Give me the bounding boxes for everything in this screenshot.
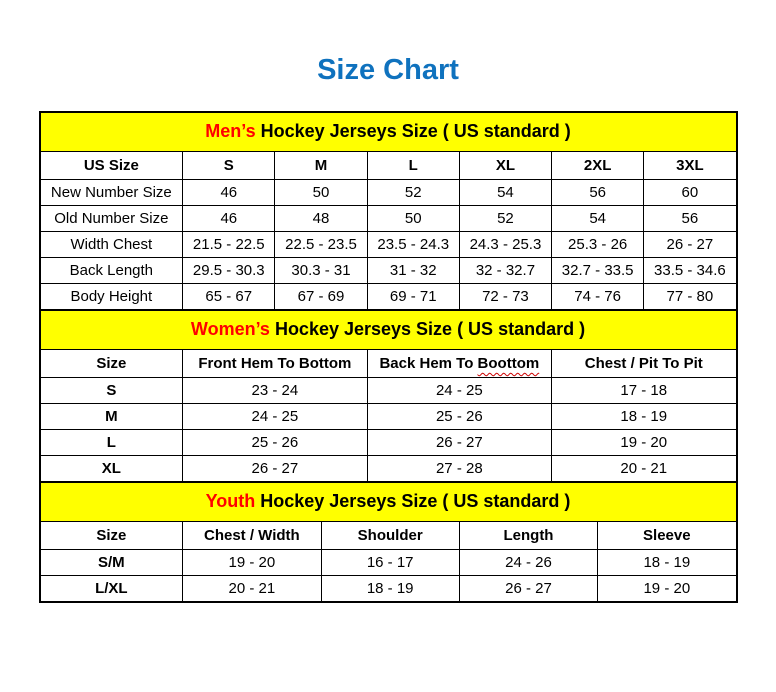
youth-value-cell: 18 - 19 bbox=[598, 550, 736, 576]
mens-value-cell: 25.3 - 26 bbox=[552, 232, 644, 258]
mens-value-cell: 29.5 - 30.3 bbox=[183, 258, 275, 284]
mens-heading-rest: Hockey Jerseys Size ( US standard ) bbox=[255, 121, 571, 141]
mens-value-cell: 46 bbox=[183, 180, 275, 206]
youth-heading-rest: Hockey Jerseys Size ( US standard ) bbox=[255, 491, 571, 511]
mens-row-label: Body Height bbox=[40, 284, 183, 310]
womens-value-cell: 25 - 26 bbox=[367, 404, 551, 430]
youth-section-heading-row bbox=[40, 483, 736, 522]
womens-row-label: XL bbox=[40, 456, 183, 482]
youth-value-cell: 16 - 17 bbox=[321, 550, 459, 576]
youth-value-cell: 18 - 19 bbox=[321, 576, 459, 602]
mens-table-row bbox=[40, 206, 736, 232]
mens-value-cell: 56 bbox=[552, 180, 644, 206]
youth-size-table bbox=[40, 482, 737, 602]
mens-value-cell: 72 - 73 bbox=[459, 284, 551, 310]
size-chart-tables bbox=[39, 111, 738, 603]
youth-column-header: Chest / Width bbox=[183, 522, 321, 550]
mens-column-header: XL bbox=[459, 152, 551, 180]
mens-column-header: 2XL bbox=[552, 152, 644, 180]
mens-size-table bbox=[40, 112, 737, 310]
womens-table-row bbox=[40, 456, 736, 482]
mens-value-cell: 48 bbox=[275, 206, 367, 232]
womens-value-cell: 20 - 21 bbox=[552, 456, 736, 482]
mens-value-cell: 54 bbox=[552, 206, 644, 232]
youth-value-cell: 26 - 27 bbox=[459, 576, 597, 602]
youth-value-cell: 19 - 20 bbox=[183, 550, 321, 576]
womens-row-label: L bbox=[40, 430, 183, 456]
youth-heading-accent: Youth bbox=[205, 491, 256, 511]
womens-column-header: Chest / Pit To Pit bbox=[552, 350, 736, 378]
mens-value-cell: 32.7 - 33.5 bbox=[552, 258, 644, 284]
youth-column-header: Shoulder bbox=[321, 522, 459, 550]
mens-row-label: New Number Size bbox=[40, 180, 183, 206]
youth-header-row bbox=[40, 522, 736, 550]
mens-value-cell: 60 bbox=[644, 180, 736, 206]
womens-heading-accent: Women’s bbox=[190, 319, 270, 339]
mens-column-header: 3XL bbox=[644, 152, 736, 180]
mens-value-cell: 74 - 76 bbox=[552, 284, 644, 310]
mens-value-cell: 69 - 71 bbox=[367, 284, 459, 310]
mens-value-cell: 26 - 27 bbox=[644, 232, 736, 258]
mens-row-label: Back Length bbox=[40, 258, 183, 284]
womens-section-heading-row bbox=[40, 311, 736, 350]
mens-value-cell: 23.5 - 24.3 bbox=[367, 232, 459, 258]
mens-value-cell: 77 - 80 bbox=[644, 284, 736, 310]
page-title: Size Chart bbox=[317, 54, 459, 86]
mens-table-row bbox=[40, 232, 736, 258]
womens-value-cell: 25 - 26 bbox=[183, 430, 367, 456]
mens-column-header: US Size bbox=[40, 152, 183, 180]
mens-value-cell: 52 bbox=[459, 206, 551, 232]
womens-size-table bbox=[40, 310, 737, 482]
mens-header-row bbox=[40, 152, 736, 180]
womens-column-header: Back Hem To Boottom bbox=[367, 350, 551, 378]
youth-table-row bbox=[40, 550, 736, 576]
mens-table-row bbox=[40, 258, 736, 284]
womens-row-label: S bbox=[40, 378, 183, 404]
mens-column-header: S bbox=[183, 152, 275, 180]
mens-column-header: L bbox=[367, 152, 459, 180]
womens-column-header: Size bbox=[40, 350, 183, 378]
mens-value-cell: 46 bbox=[183, 206, 275, 232]
mens-section-heading bbox=[40, 113, 736, 152]
mens-row-label: Width Chest bbox=[40, 232, 183, 258]
womens-table-row bbox=[40, 430, 736, 456]
mens-value-cell: 54 bbox=[459, 180, 551, 206]
womens-table-row bbox=[40, 378, 736, 404]
youth-column-header: Sleeve bbox=[598, 522, 736, 550]
womens-value-cell: 24 - 25 bbox=[367, 378, 551, 404]
womens-column-header: Front Hem To Bottom bbox=[183, 350, 367, 378]
womens-value-cell: 24 - 25 bbox=[183, 404, 367, 430]
mens-section-heading-row bbox=[40, 113, 736, 152]
womens-value-cell: 26 - 27 bbox=[367, 430, 551, 456]
womens-section-heading bbox=[40, 311, 736, 350]
youth-row-label: L/XL bbox=[40, 576, 183, 602]
mens-value-cell: 50 bbox=[367, 206, 459, 232]
mens-column-header: M bbox=[275, 152, 367, 180]
womens-heading-rest: Hockey Jerseys Size ( US standard ) bbox=[269, 319, 586, 339]
youth-table-row bbox=[40, 576, 736, 602]
youth-section-heading bbox=[40, 483, 736, 522]
mens-value-cell: 67 - 69 bbox=[275, 284, 367, 310]
mens-value-cell: 50 bbox=[275, 180, 367, 206]
mens-value-cell: 24.3 - 25.3 bbox=[459, 232, 551, 258]
youth-column-header: Size bbox=[40, 522, 183, 550]
youth-row-label: S/M bbox=[40, 550, 183, 576]
youth-column-header: Length bbox=[459, 522, 597, 550]
womens-value-cell: 18 - 19 bbox=[552, 404, 736, 430]
womens-header-row bbox=[40, 350, 736, 378]
spellcheck-squiggle-word: Boottom bbox=[477, 355, 540, 372]
mens-table-row bbox=[40, 180, 736, 206]
mens-value-cell: 31 - 32 bbox=[367, 258, 459, 284]
womens-value-cell: 17 - 18 bbox=[552, 378, 736, 404]
mens-value-cell: 32 - 32.7 bbox=[459, 258, 551, 284]
youth-value-cell: 19 - 20 bbox=[598, 576, 736, 602]
womens-table-row bbox=[40, 404, 736, 430]
womens-row-label: M bbox=[40, 404, 183, 430]
mens-heading-accent: Men’s bbox=[205, 121, 256, 141]
mens-value-cell: 52 bbox=[367, 180, 459, 206]
youth-value-cell: 20 - 21 bbox=[183, 576, 321, 602]
womens-value-cell: 27 - 28 bbox=[367, 456, 551, 482]
womens-value-cell: 26 - 27 bbox=[183, 456, 367, 482]
mens-value-cell: 30.3 - 31 bbox=[275, 258, 367, 284]
womens-value-cell: 19 - 20 bbox=[552, 430, 736, 456]
mens-value-cell: 21.5 - 22.5 bbox=[183, 232, 275, 258]
womens-value-cell: 23 - 24 bbox=[183, 378, 367, 404]
mens-value-cell: 22.5 - 23.5 bbox=[275, 232, 367, 258]
mens-table-row bbox=[40, 284, 736, 310]
mens-value-cell: 65 - 67 bbox=[183, 284, 275, 310]
mens-value-cell: 33.5 - 34.6 bbox=[644, 258, 736, 284]
mens-row-label: Old Number Size bbox=[40, 206, 183, 232]
youth-value-cell: 24 - 26 bbox=[459, 550, 597, 576]
mens-value-cell: 56 bbox=[644, 206, 736, 232]
